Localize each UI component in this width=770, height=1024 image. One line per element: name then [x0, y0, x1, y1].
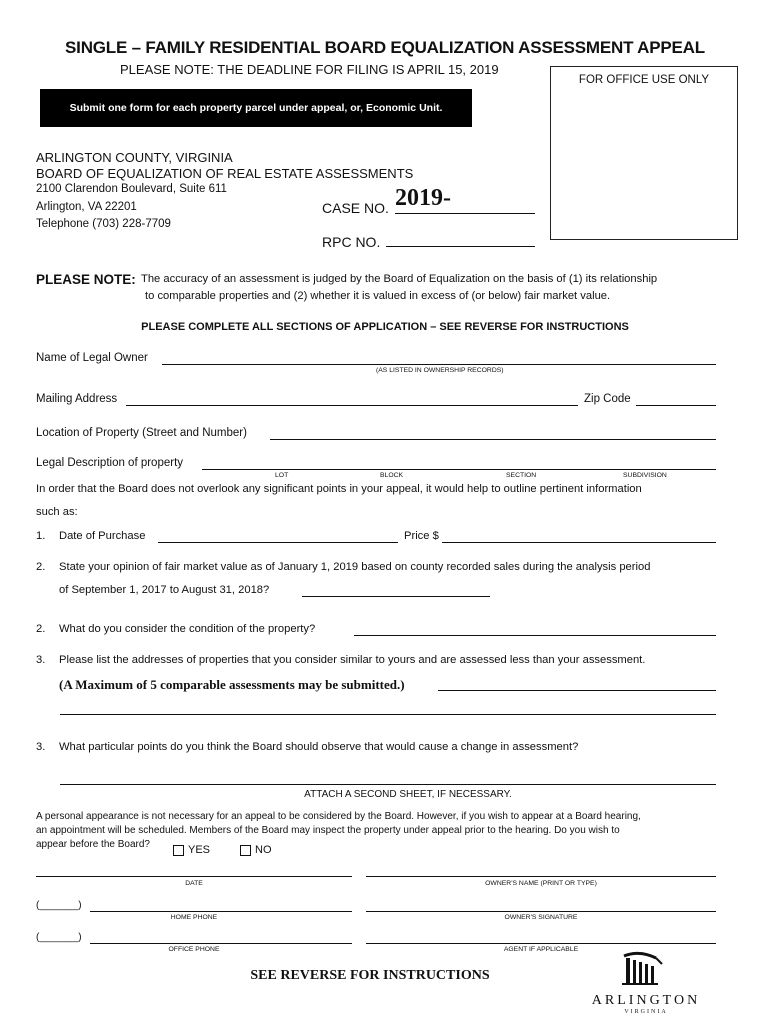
- comparables-field-2[interactable]: [60, 714, 716, 715]
- rpc-number-label: RPC NO.: [322, 234, 381, 250]
- legal-block-caption: BLOCK: [380, 472, 404, 479]
- appearance-text-1: A personal appearance is not necessary for an appeal to be considered by the Board. However, if you wish to appear at a Board hearing,: [36, 811, 641, 822]
- home-phone-caption: HOME PHONE: [170, 914, 218, 921]
- agent-field[interactable]: [366, 943, 716, 944]
- legal-description-label: Legal Description of property: [36, 457, 184, 469]
- office-area-code: (_______): [36, 932, 82, 943]
- office-use-box: [550, 66, 738, 240]
- legal-description-field[interactable]: [202, 469, 716, 470]
- owner-name-label: Name of Legal Owner: [36, 352, 148, 364]
- yes-label: YES: [188, 844, 211, 856]
- mailing-address-field[interactable]: [126, 405, 578, 406]
- instruction-banner: Submit one form for each property parcel under appeal, or, Economic Unit.: [40, 89, 472, 127]
- appearance-question: appear before the Board?: [36, 839, 150, 850]
- points-field[interactable]: [60, 784, 716, 785]
- legal-subdivision-caption: SUBDIVISION: [623, 472, 667, 479]
- q1-number: 1.: [36, 530, 46, 542]
- yes-option[interactable]: [173, 844, 210, 856]
- office-use-label: FOR OFFICE USE ONLY: [578, 74, 710, 86]
- deadline-note: PLEASE NOTE: THE DEADLINE FOR FILING IS APRIL 15, 2019: [120, 62, 499, 77]
- attach-sheet-note: ATTACH A SECOND SHEET, IF NECESSARY.: [304, 789, 512, 800]
- market-value-field[interactable]: [302, 596, 490, 597]
- mailing-address-label: Mailing Address: [36, 393, 118, 405]
- location-label: Location of Property (Street and Number): [36, 427, 247, 439]
- market-value-question-2: of September 1, 2017 to August 31, 2018?: [59, 584, 270, 596]
- agent-caption: AGENT IF APPLICABLE: [503, 946, 579, 953]
- intro-text-1: In order that the Board does not overlook any significant points in your appeal, it would help to outline pertinent information: [36, 483, 642, 495]
- purchase-date-label: Date of Purchase: [59, 530, 146, 542]
- owner-signature-field[interactable]: [366, 911, 716, 912]
- case-number-label: CASE NO.: [322, 200, 389, 216]
- case-number-field[interactable]: [395, 213, 535, 214]
- no-option[interactable]: [240, 844, 272, 856]
- owner-name-print-field[interactable]: [366, 876, 716, 877]
- please-note-heading: PLEASE NOTE:: [36, 272, 136, 287]
- arlington-logo-mark: [584, 950, 708, 986]
- agency-city: Arlington, VA 22201: [36, 201, 137, 213]
- legal-section-caption: SECTION: [506, 472, 537, 479]
- no-checkbox[interactable]: [240, 845, 251, 856]
- condition-field[interactable]: [354, 635, 716, 636]
- no-label: NO: [255, 844, 272, 856]
- condition-label: What do you consider the condition of the property?: [59, 623, 316, 635]
- q2-number: 2.: [36, 561, 46, 573]
- agency-county: ARLINGTON COUNTY, VIRGINIA: [36, 150, 233, 165]
- date-caption: DATE: [185, 880, 203, 887]
- owner-name-print-caption: OWNER'S NAME (PRINT OR TYPE): [485, 880, 597, 887]
- complete-all-sections-note: PLEASE COMPLETE ALL SECTIONS OF APPLICATION – SEE REVERSE FOR INSTRUCTIONS: [141, 321, 629, 333]
- points-label: What particular points do you think the Board should observe that would cause a change in assessment?: [59, 741, 579, 753]
- legal-lot-caption: LOT: [275, 472, 289, 479]
- comparables-field-1[interactable]: [438, 690, 716, 691]
- arlington-logo-sub: VIRGINIA: [624, 1009, 668, 1015]
- agency-board: BOARD OF EQUALIZATION OF REAL ESTATE ASSESSMENTS: [36, 166, 414, 181]
- q5-number: 3.: [36, 741, 46, 753]
- arlington-logo-name: ARLINGTON: [591, 993, 701, 1008]
- office-phone-field[interactable]: [90, 943, 352, 944]
- market-value-question-1: State your opinion of fair market value as of January 1, 2019 based on county recorded sales during the analysis period: [59, 561, 651, 573]
- home-phone-field[interactable]: [90, 911, 352, 912]
- please-note-text-1: The accuracy of an assessment is judged by the Board of Equalization on the basis of (1) its relationship: [141, 273, 658, 285]
- comparables-note: (A Maximum of 5 comparable assessments may be submitted.): [59, 677, 405, 692]
- intro-text-2: such as:: [36, 506, 78, 518]
- price-label: Price $: [404, 530, 439, 542]
- case-number-value: 2019-: [395, 185, 451, 211]
- office-phone-caption: OFFICE PHONE: [168, 946, 220, 953]
- please-note-text-2: to comparable properties and (2) whether it is valued in excess of (or below) fair market value.: [145, 290, 611, 302]
- zip-code-field[interactable]: [636, 405, 716, 406]
- arlington-logo: [584, 950, 708, 1016]
- price-field[interactable]: [442, 542, 716, 543]
- agency-street: 2100 Clarendon Boulevard, Suite 611: [36, 183, 227, 195]
- q4-number: 3.: [36, 654, 46, 666]
- see-reverse-footer: SEE REVERSE FOR INSTRUCTIONS: [250, 968, 490, 983]
- purchase-date-field[interactable]: [158, 542, 398, 543]
- comparables-label: Please list the addresses of properties that you consider similar to yours and are assessed less than your assessment.: [59, 654, 646, 666]
- rpc-number-field[interactable]: [386, 246, 535, 247]
- agency-phone: Telephone (703) 228-7709: [36, 218, 171, 230]
- location-field[interactable]: [270, 439, 716, 440]
- owner-name-field[interactable]: [162, 364, 716, 365]
- owner-signature-caption: OWNER'S SIGNATURE: [504, 914, 578, 921]
- form-title: SINGLE – FAMILY RESIDENTIAL BOARD EQUALIZATION ASSESSMENT APPEAL: [65, 38, 705, 57]
- zip-code-label: Zip Code: [584, 393, 631, 405]
- q3-number: 2.: [36, 623, 46, 635]
- home-area-code: (_______): [36, 900, 82, 911]
- yes-checkbox[interactable]: [173, 845, 184, 856]
- appearance-text-2: an appointment will be scheduled. Members of the Board may inspect the property under appeal prior to the hearing. Do you wish to: [36, 825, 620, 836]
- owner-name-caption: (AS LISTED IN OWNERSHIP RECORDS): [376, 367, 504, 374]
- date-field[interactable]: [36, 876, 352, 877]
